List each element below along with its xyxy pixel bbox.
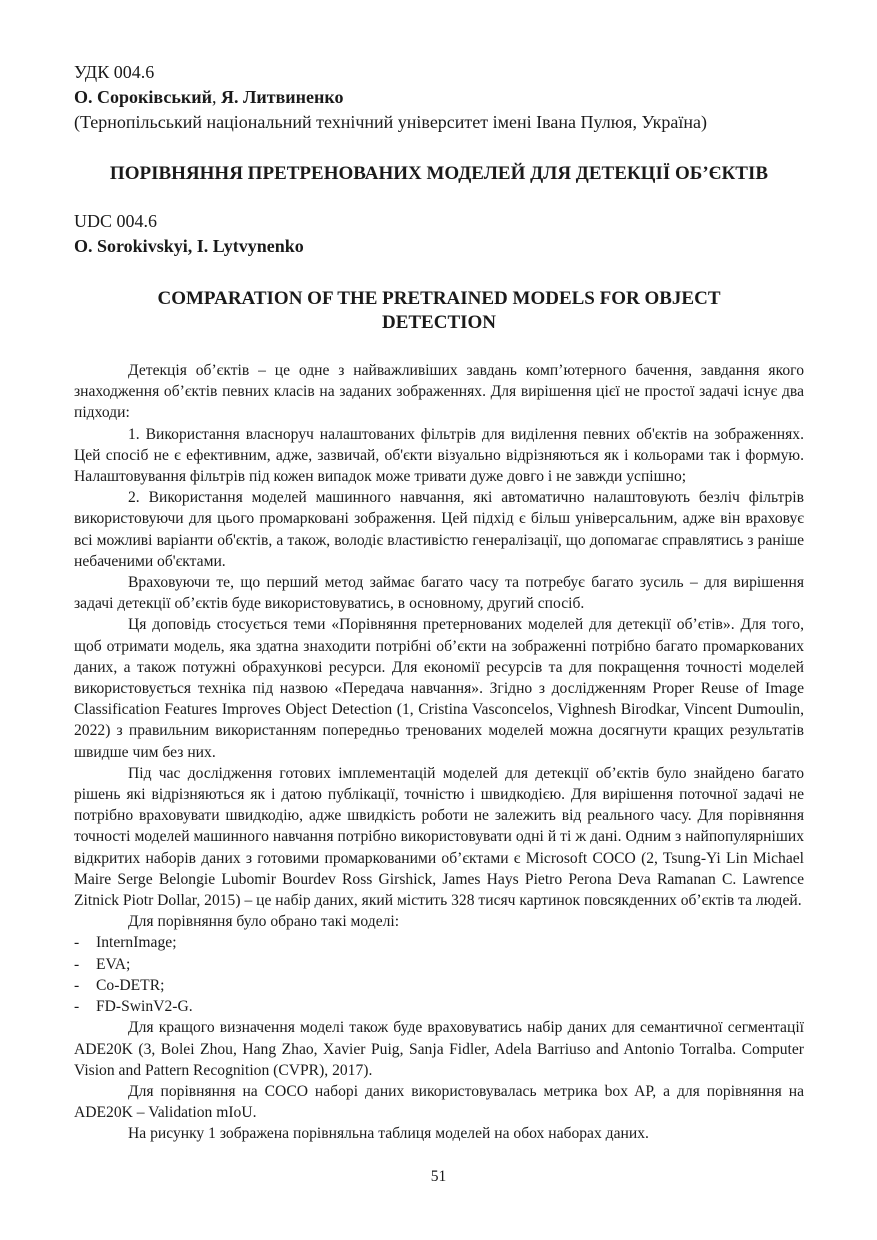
list-marker: - <box>74 976 80 994</box>
list-marker: - <box>74 955 80 973</box>
affiliation-uk: (Тернопільський національний технічний університет імені Івана Пулюя, Україна) <box>74 112 707 132</box>
title-uk: ПОРІВНЯННЯ ПРЕТРЕНОВАНИХ МОДЕЛЕЙ ДЛЯ ДЕТЕКЦІЇ ОБ’ЄКТІВ <box>109 163 769 184</box>
paragraph-models-intro: Для порівняння було обрано такі моделі: <box>128 913 400 931</box>
author-1-uk: О. Сороківський <box>74 87 212 107</box>
paragraph-metrics: Для порівняння на COCO наборі даних використовувалась метрика box AP, а для порівняння на ADE20K – Validation mIoU. <box>74 1082 804 1122</box>
paragraph-approach-2: 2. Використання моделей машинного навчання, які автоматично налаштовують безліч фільтрів використовуючи для цього промарковані зображення. Цей підхід є більш універсальним, адже він враховує всі можливі варіанти об'єктів, а також, володіє властивістю генералізації, що допомагає справлятись з раніше небаченими об'єктами. <box>74 489 804 570</box>
authors-uk <box>74 85 804 110</box>
paragraph-intro: Детекція об’єктів – це одне з найважливіших завдань комп’ютерного бачення, завдання якого знаходження об’єктів певних класів на заданих зображеннях. Для вирішення цієї не простої задачі існує два підходи: <box>74 362 804 422</box>
authors-en: O. Sorokivskyi, I. Lytvynenko <box>74 236 304 256</box>
udc-en: UDC 004.6 <box>74 211 158 231</box>
list-item <box>74 975 804 996</box>
paper-page <box>74 60 804 1145</box>
paragraph-transfer-learning: Ця доповідь стосується теми «Порівняння претернованих моделей для детекції об’єтів». Для того, щоб отримати модель, яка здатна знаходити потрібні об’єкти на зображенні потрібно багато промаркованих даних, а також потужні обрахункові ресурси. Для економії ресурсів та для покращення точності моделей використовується техніка під назвою «Передача навчання». Згідно з дослідженням Proper Reuse of Image Classification Features Improves Object Detection (1, Cristina Vasconcelos, Vighnesh Birodkar, Vincent Dumoulin, 2022) з правильним використанням попередньо тренованих моделей можна досягнути кращих результатів швидше чим без них. <box>74 616 804 761</box>
page-number: 51 <box>430 1168 447 1185</box>
list-item <box>74 954 804 975</box>
models-list <box>74 932 804 1017</box>
body-text <box>74 360 804 1145</box>
paragraph-coco: Під час дослідження готових імплементацій моделей для детекції об’єктів було знайдено багато рішень які відрізняються як і датою публікації, точністю і швидкодією. Для вирішення поточної задачі не потрібно враховувати швидкодію, адже швидкість роботи не залежить від реального часу. Для порівняння точності моделей машинного навчання потрібно використовувати одні й ті ж дані. Одним з найпопулярніших відкритих наборів даних з готовими промаркованими об’єктами є Microsoft COCO (2, Tsung-Yi Lin Michael Maire Serge Belongie Lubomir Bourdev Ross Girshick, James Hays Pietro Perona Deva Ramanan C. Lawrence Zitnick Piotr Dollar, 2015) – це набір даних, який містить 328 тисяч картинок повсякденних об’єктів та людей. <box>74 764 804 910</box>
list-item-label: Co-DETR; <box>96 976 165 994</box>
list-item <box>74 996 804 1017</box>
list-marker: - <box>74 998 80 1016</box>
list-item-label: InternImage; <box>96 934 177 952</box>
list-item <box>74 932 804 953</box>
paragraph-figure-ref: На рисунку 1 зображена порівняльна таблиця моделей на обох наборах даних. <box>128 1125 649 1143</box>
paragraph-approach-1: 1. Використання власноруч налаштованих фільтрів для виділення певних об'єктів на зображеннях. Цей спосіб не є ефективним, адже, зазвичай, об'єкти візуально відрізняються як і кольорами так і формую. Налаштовування фільтрів під кожен випадок може тривати дуже довго і не завжди успішно; <box>74 425 804 486</box>
title-en: COMPARATION OF THE PRETRAINED MODELS FOR OBJECT DETECTION <box>157 288 721 333</box>
authors-separator: , <box>211 87 221 107</box>
author-2-uk: Я. Литвиненко <box>220 87 344 107</box>
list-marker: - <box>74 934 80 952</box>
paragraph-ade20k: Для кращого визначення моделі також буде враховуватись набір даних для семантичної сегментації ADE20K (3, Bolei Zhou, Hang Zhao, Xavier Puig, Sanja Fidler, Adela Barriuso and Antonio Torralba. Computer Vision and Pattern Recognition (CVPR), 2017). <box>74 1019 804 1079</box>
udc-uk: УДК 004.6 <box>74 62 155 82</box>
list-item-label: FD-SwinV2-G. <box>96 998 193 1016</box>
list-item-label: EVA; <box>96 955 131 973</box>
paragraph-method-choice: Враховуючи те, що перший метод займає багато часу та потребує багато зусиль – для вирішення задачі детекції об’єктів буде використовуватись, в основному, другий спосіб. <box>74 574 804 613</box>
